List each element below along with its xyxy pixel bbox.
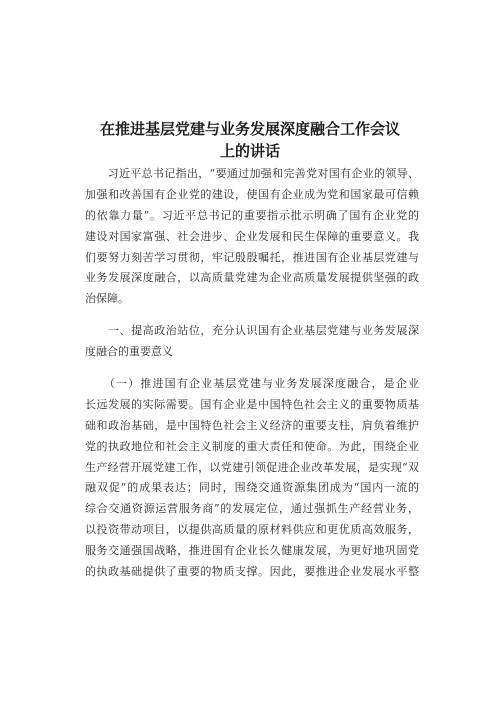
text-line: 业务发展深度融合，以高质量党建为企业高质量发展提供坚强的政 xyxy=(85,271,419,285)
paragraph-subsection-1 xyxy=(85,374,419,583)
page-title-continued: 上的讲话 xyxy=(219,142,280,160)
text-line: 生产经营开展党建工作，以党建引领促进企业改革发展，是实现“双 xyxy=(85,460,419,474)
text-line: 础和政治基础，是中国特色社会主义经济的重要支柱，肩负着维护 xyxy=(85,418,419,432)
section-heading xyxy=(85,321,419,363)
text-line: 度融合的重要意义 xyxy=(85,345,173,359)
document-body xyxy=(85,164,419,583)
paragraph-intro xyxy=(85,164,419,310)
text-line: 的执政基础提供了重要的物质支撑。因此，要推进企业发展水平整 xyxy=(85,565,419,579)
paragraph-gap xyxy=(85,310,419,321)
page-title: 在推进基层党建与业务发展深度融合工作会议 xyxy=(99,120,400,138)
text-line: 加强和改善国有企业党的建设，使国有企业成为党和国家最可信赖 xyxy=(85,187,419,201)
text-line: （一）推进国有企业基层党建与业务发展深度融合，是企业 xyxy=(85,377,419,391)
text-line: 服务交通强国战略，推进国有企业长久健康发展，为更好地巩固党 xyxy=(85,544,419,558)
text-line: 综合交通资源运营服务商”的发展定位，通过强抓生产经营业务， xyxy=(85,502,419,516)
text-line: 党的执政地位和社会主义制度的重大责任和使命。为此，围绕企业 xyxy=(85,439,419,453)
text-line: 建设对国家富强、社会进步、企业发展和民生保障的重要意义。我 xyxy=(85,229,419,243)
text-line: 一、提高政治站位，充分认识国有企业基层党建与业务发展深 xyxy=(85,324,419,338)
paragraph-gap xyxy=(85,363,419,374)
text-line: 以投资带动项目，以提供高质量的原材料供应和更优质高效服务， xyxy=(85,523,419,537)
text-line: 习近平总书记指出，“要通过加强和完善党对国有企业的领导、 xyxy=(85,167,419,180)
text-line: 融双促”的成果表达；同时，围绕交通资源集团成为“国内一流的 xyxy=(85,481,419,495)
text-line: 长远发展的实际需要。国有企业是中国特色社会主义的重要物质基 xyxy=(85,397,419,411)
text-line: 们要努力刻苦学习贯彻，牢记殷殷嘱托，推进国有企业基层党建与 xyxy=(85,250,419,264)
text-line: 治保障。 xyxy=(85,292,129,306)
text-line: 的依靠力量”。习近平总书记的重要指示批示明确了国有企业党的 xyxy=(85,208,419,222)
